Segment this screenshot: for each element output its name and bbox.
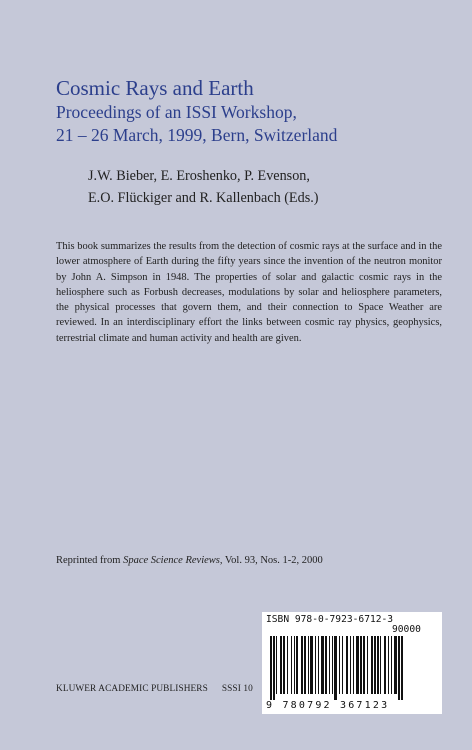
abstract-text: This book summarizes the results from the detection of cosmic rays at the surface and in the lower atmosphere of Earth during the fifty years since the invention of the neutron monitor by John A. Simpson in 1948. The properties of solar and galactic cosmic rays in the heliosphere such as Forbush decreases, modulations by solar and heliosphere parameters, the physical processes that govern them, and their connection to Space Weather are reviewed. In an interdisciplinary effort the links between cosmic ray physics, geophysics, terrestrial climate and human activity and health are given. [56, 241, 442, 344]
journal-name: Space Science Reviews, [123, 555, 223, 566]
publisher-line [56, 684, 253, 694]
series-number: SSSI 10 [221, 684, 253, 694]
book-title: Cosmic Rays and Earth [56, 76, 254, 100]
reprint-prefix: Reprinted from [56, 555, 124, 566]
price-code: 90000 [392, 624, 421, 635]
barcode-panel [262, 612, 442, 714]
reprint-note [56, 555, 323, 566]
barcode-digits: 9 780792 367123 [266, 700, 390, 711]
editors-line: E.O. Flückiger and R. Kallenbach (Eds.) [88, 190, 319, 206]
editors [88, 165, 319, 209]
barcode-bar [401, 636, 403, 700]
barcode-bars [270, 636, 436, 700]
publisher-name: KLUWER ACADEMIC PUBLISHERS [56, 684, 208, 694]
subtitle-line: Proceedings of an ISSI Workshop, [56, 102, 297, 122]
editors-line: J.W. Bieber, E. Eroshenko, P. Evenson, [88, 168, 310, 184]
reprint-suffix: Vol. 93, Nos. 1-2, 2000 [222, 555, 323, 566]
subtitle-line: 21 – 26 March, 1999, Bern, Switzerland [56, 125, 338, 145]
book-subtitle [56, 101, 337, 147]
isbn-label: ISBN 978-0-7923-6712-3 [266, 614, 394, 625]
